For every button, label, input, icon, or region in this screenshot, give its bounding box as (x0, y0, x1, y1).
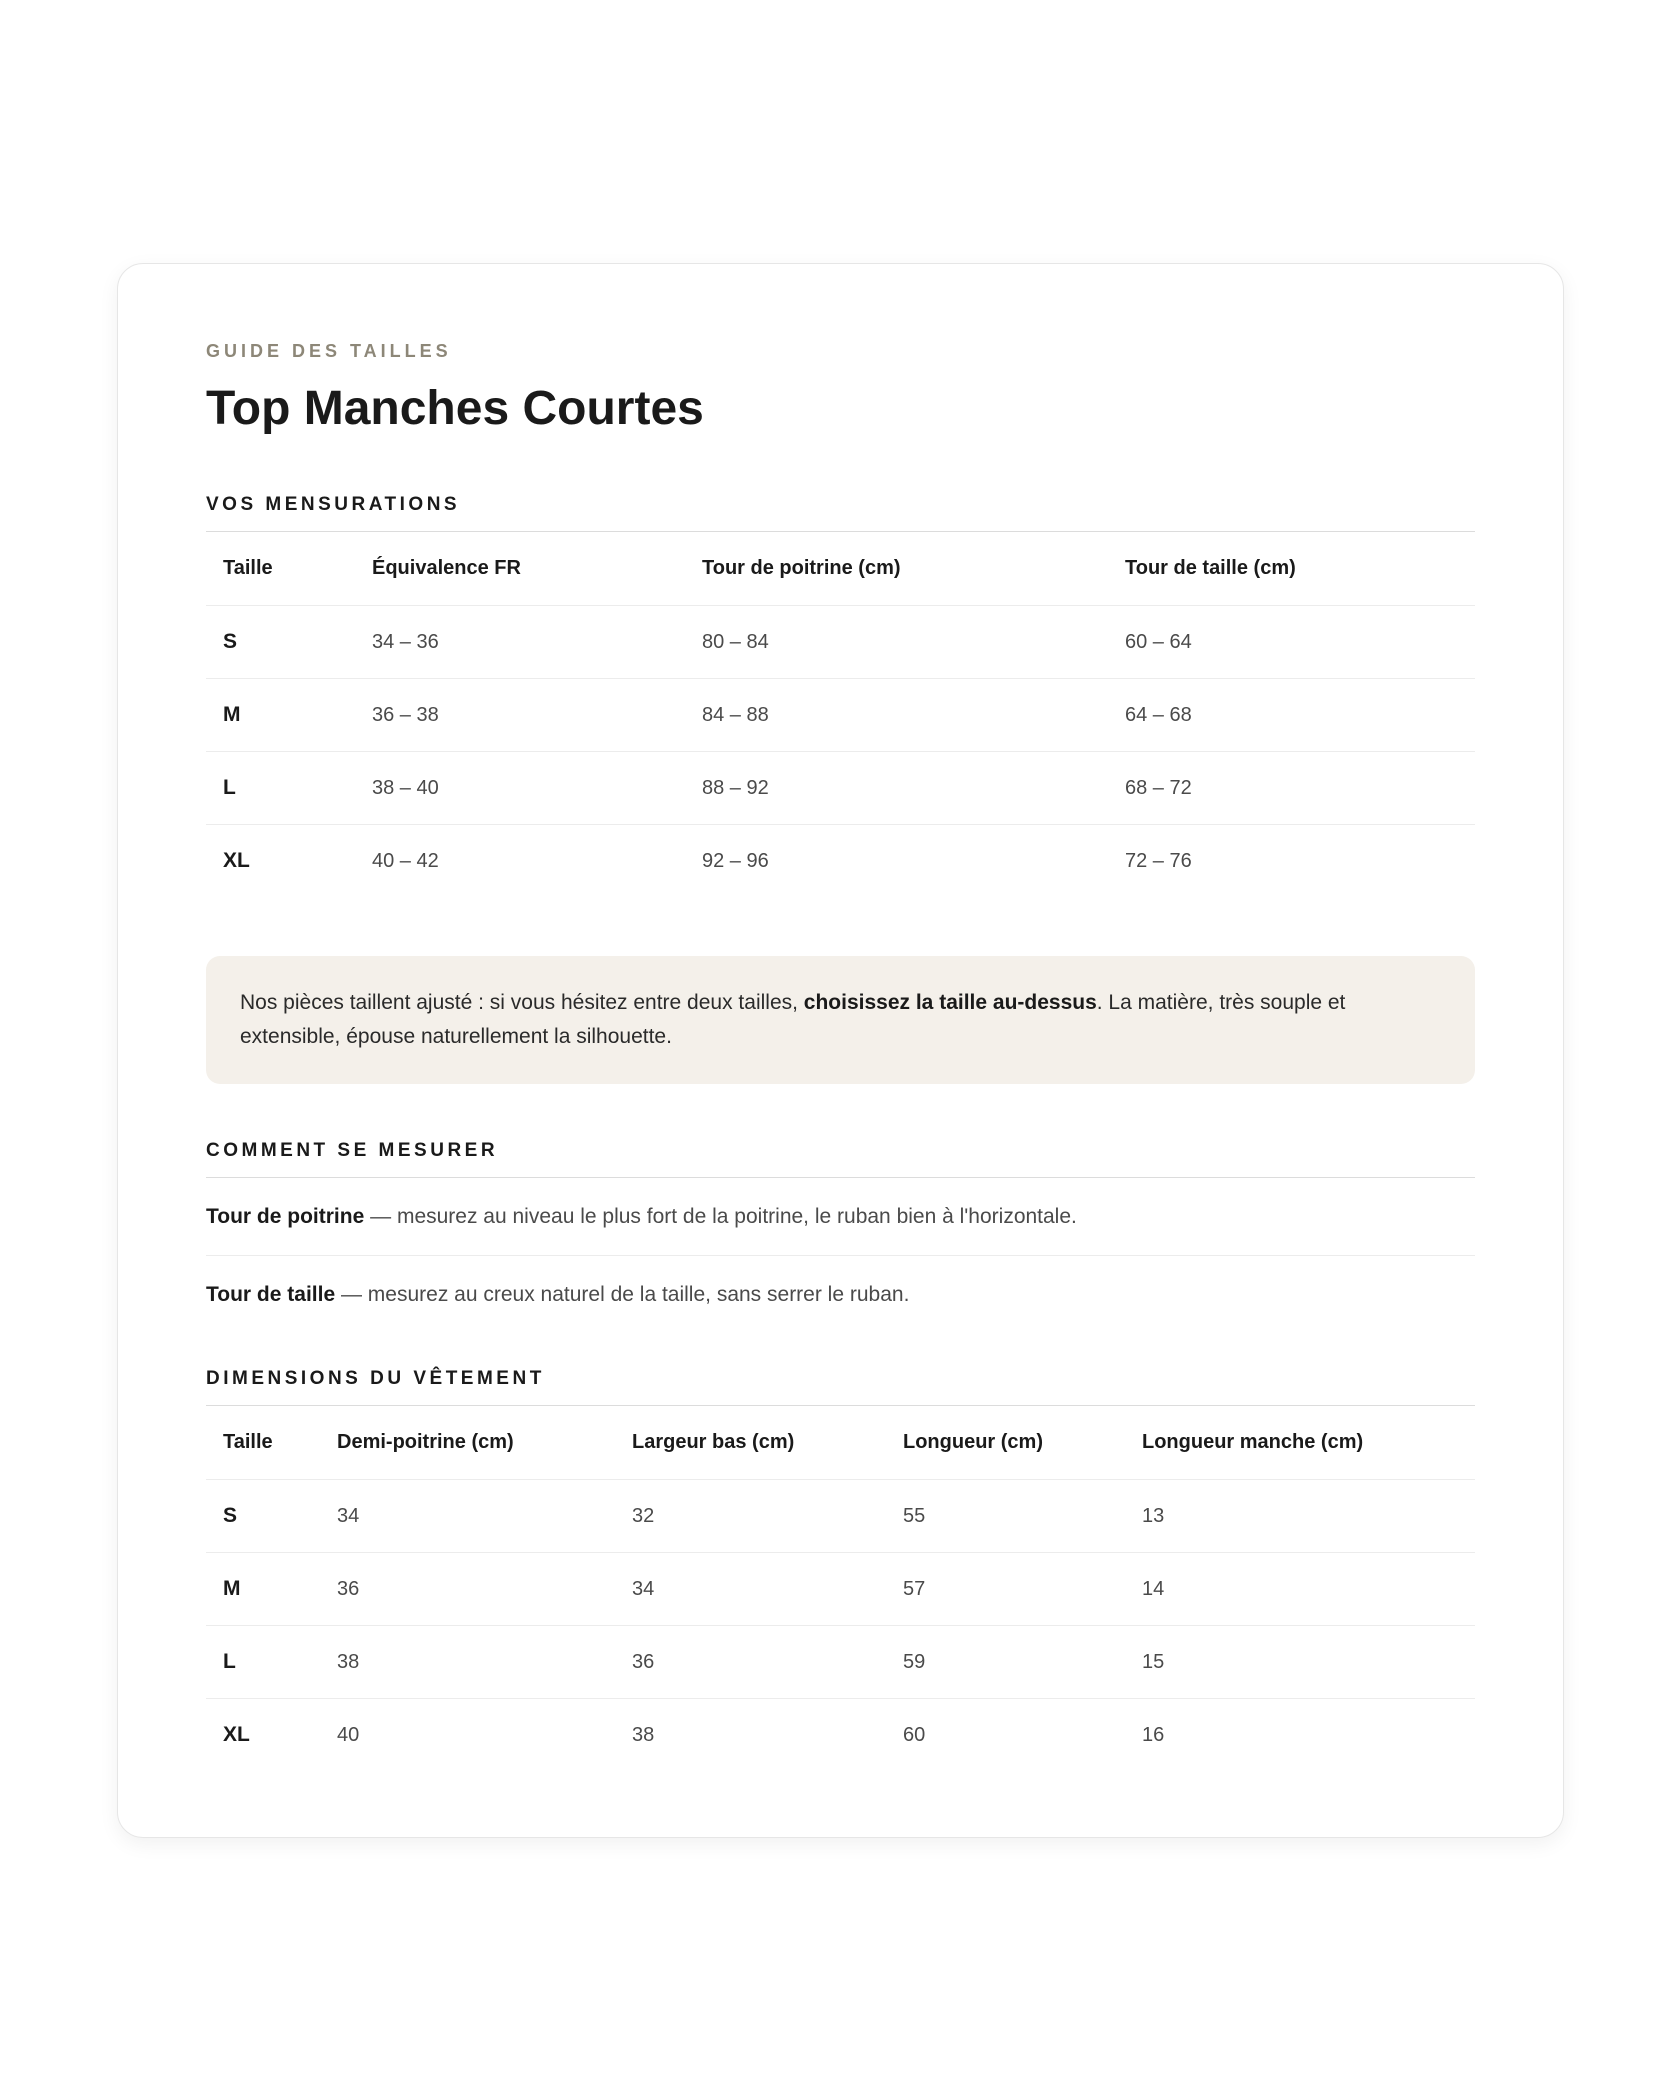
size-cell: XL (223, 1723, 250, 1746)
column-header: Tour de poitrine (cm) (685, 532, 1108, 606)
column-header: Tour de taille (cm) (1108, 532, 1475, 606)
size-cell: L (206, 752, 355, 825)
how-to-measure-section-title: COMMENT SE MESURER (206, 1139, 1475, 1178)
table-row (206, 606, 1475, 679)
measure-description: — mesurez au niveau le plus fort de la poitrine, le ruban bien à l'horizontale. (364, 1205, 1077, 1228)
table-row (206, 1480, 1475, 1553)
table-row (206, 679, 1475, 752)
size-cell: M (206, 1553, 320, 1626)
table-cell: 57 (886, 1553, 1125, 1626)
table-cell: 32 (615, 1480, 886, 1553)
eyebrow-label: GUIDE DES TAILLES (206, 341, 452, 361)
note-text-before: Nos pièces taillent ajusté : si vous hésitez entre deux tailles, (240, 991, 804, 1014)
table-cell: 92 – 96 (702, 849, 769, 872)
how-to-measure-list (206, 1178, 1475, 1309)
note-text-bold: choisissez la taille au-dessus (803, 991, 1097, 1014)
column-header: Taille (206, 532, 355, 606)
size-cell: S (206, 606, 355, 679)
table-header-row (206, 1406, 1475, 1480)
table-cell: 36 – 38 (355, 679, 685, 752)
measurements-table (206, 532, 1475, 897)
table-cell: 34 (320, 1480, 615, 1553)
measure-term: Tour de poitrine (206, 1205, 365, 1228)
table-row (206, 1699, 1475, 1772)
measurements-section-title: VOS MENSURATIONS (206, 493, 1475, 532)
table-cell: 84 – 88 (685, 679, 1108, 752)
table-cell: 36 (320, 1553, 615, 1626)
table-cell: 60 (903, 1723, 926, 1746)
table-cell: 13 (1125, 1480, 1475, 1553)
table-row (206, 1553, 1475, 1626)
table-cell: 88 – 92 (685, 752, 1108, 825)
table-cell: 38 (320, 1626, 615, 1699)
table-row (206, 825, 1475, 898)
table-cell: 60 – 64 (1108, 606, 1475, 679)
dimensions-table (206, 1406, 1475, 1771)
column-header: Longueur (cm) (886, 1406, 1125, 1480)
size-cell: L (206, 1626, 320, 1699)
fit-advice-note (206, 956, 1475, 1084)
size-cell: M (206, 679, 355, 752)
table-cell: 64 – 68 (1108, 679, 1475, 752)
table-cell: 38 (632, 1723, 655, 1746)
size-cell: XL (223, 849, 250, 872)
list-item (206, 1256, 1475, 1309)
list-item (206, 1178, 1475, 1256)
garment-dimensions-section-title: DIMENSIONS DU VÊTEMENT (206, 1367, 1475, 1406)
table-cell: 72 – 76 (1125, 849, 1192, 872)
table-cell: 40 (337, 1723, 360, 1746)
table-cell: 34 – 36 (355, 606, 685, 679)
page-title: Top Manches Courtes (206, 382, 704, 435)
table-row (206, 752, 1475, 825)
column-header: Longueur manche (cm) (1125, 1406, 1475, 1480)
table-cell: 16 (1142, 1723, 1165, 1746)
table-cell: 38 – 40 (355, 752, 685, 825)
column-header: Largeur bas (cm) (615, 1406, 886, 1480)
table-header-row (206, 532, 1475, 606)
column-header: Taille (206, 1406, 320, 1480)
note-text-after: . La matière, très souple et extensible, épouse naturellement la silhouette. (240, 991, 1346, 1048)
size-guide-card (117, 263, 1564, 1838)
measure-description: — mesurez au creux naturel de la taille, sans serrer le ruban. (335, 1283, 910, 1306)
table-cell: 68 – 72 (1108, 752, 1475, 825)
table-cell: 55 (886, 1480, 1125, 1553)
table-cell: 59 (886, 1626, 1125, 1699)
table-cell: 34 (615, 1553, 886, 1626)
table-row (206, 1626, 1475, 1699)
measure-term: Tour de taille (206, 1283, 336, 1306)
table-cell: 80 – 84 (685, 606, 1108, 679)
column-header: Demi-poitrine (cm) (320, 1406, 615, 1480)
size-cell: S (206, 1480, 320, 1553)
table-cell: 36 (615, 1626, 886, 1699)
column-header: Équivalence FR (355, 532, 685, 606)
table-cell: 40 – 42 (372, 849, 439, 872)
table-cell: 14 (1125, 1553, 1475, 1626)
table-cell: 15 (1125, 1626, 1475, 1699)
